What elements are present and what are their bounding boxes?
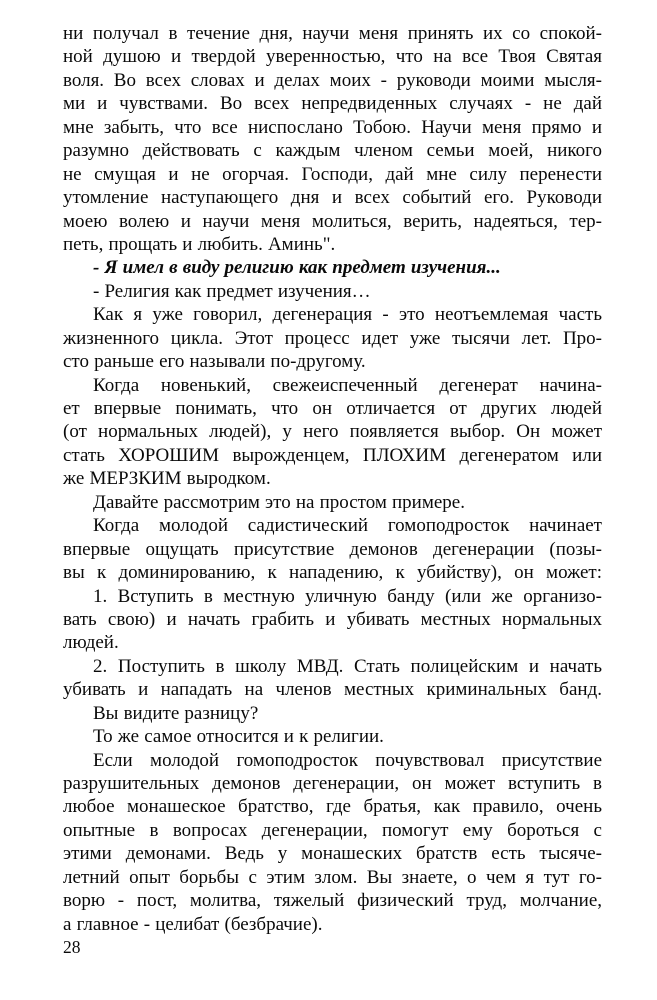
page-number: 28 (63, 937, 81, 957)
text-line: - Религия как предмет изучения… (93, 280, 371, 302)
text-line: ной душою и твердой уверенностью, что на все Твоя Святая (63, 46, 602, 68)
text-line: Вы видите разницу? (93, 702, 259, 724)
text-line: воля. Во всех словах и делах моих - руководи моими мысля- (63, 69, 602, 91)
text-line: 2. Поступить в школу МВД. Стать полицейским и начать (93, 655, 602, 677)
text-line: жизненного цикла. Этот процесс идет уже тысячи лет. Про- (63, 327, 602, 349)
text-line: утомление наступающего дня и всех событий его. Руководи (63, 187, 602, 209)
text-line: впервые ощущать присутствие демонов дегенерации (позы- (63, 538, 602, 560)
text-line: убивать и нападать на членов местных криминальных банд. (63, 679, 602, 701)
text-line: ет впервые понимать, что он отличается от других людей (63, 398, 602, 419)
text-line: любое монашеское братство, где братья, как правило, очень (63, 796, 602, 818)
text-line: а главное - целибат (безбрачие). (63, 913, 323, 935)
text-line: моею волею и научи меня молиться, верить, надеяться, тер- (63, 210, 602, 232)
text-line: мне забыть, что все ниспослано Тобою. Научи меня прямо и (63, 116, 602, 138)
text-line: ми и чувствами. Во всех непредвиденных случаях - не дай (63, 93, 602, 115)
text-line: стать ХОРОШИМ вырожденцем, ПЛОХИМ дегенератом или (63, 444, 602, 466)
text-line: людей. (63, 632, 119, 654)
text-line: петь, прощать и любить. Аминь". (63, 233, 336, 255)
text-line: Когда новенький, свежеиспеченный дегенерат начина- (93, 374, 602, 396)
text-line: не смущая и не огорчая. Господи, дай мне силу перенести (63, 163, 602, 185)
text-line: Когда молодой садистический гомоподросток начинает (93, 515, 602, 537)
text-line: же МЕРЗКИМ выродком. (63, 468, 271, 490)
text-line: опытные в вопросах дегенерации, помогут ему бороться с (63, 819, 602, 841)
text-line: Если молодой гомоподросток почувствовал присутствие (93, 749, 602, 771)
text-line: (от нормальных людей), у него появляется выбор. Он может (63, 421, 602, 443)
text-line: этими демонами. Ведь у монашеских братств есть тысяче- (63, 843, 602, 865)
text-line: Как я уже говорил, дегенерация - это неотъемлемая часть (93, 304, 602, 326)
text-line: вать свою) и начать грабить и убивать местных нормальных (63, 608, 602, 630)
text-line: ворю - пост, молитва, тяжелый физический труд, молчание, (63, 890, 602, 912)
text-line: Давайте рассмотрим это на простом примере. (93, 491, 465, 513)
page-text (63, 22, 602, 936)
text-line: - Я имел в виду религию как предмет изучения... (93, 257, 501, 279)
text-line: ни получал в течение дня, научи меня принять их со спокой- (63, 23, 602, 44)
text-line: летний опыт борьбы с этим злом. Вы знаете, о чем я тут го- (63, 866, 602, 888)
text-line: разумно действовать с каждым членом семьи моей, никого (63, 140, 602, 162)
text-line: сто раньше его называли по-другому. (63, 351, 366, 373)
text-line: разрушительных демонов дегенерации, он может вступить в (63, 773, 602, 794)
text-line: 1. Вступить в местную уличную банду (или же организо- (93, 585, 602, 607)
text-line: То же самое относится и к религии. (93, 726, 384, 748)
text-line: вы к доминированию, к нападению, к убийству), он может: (63, 562, 602, 584)
